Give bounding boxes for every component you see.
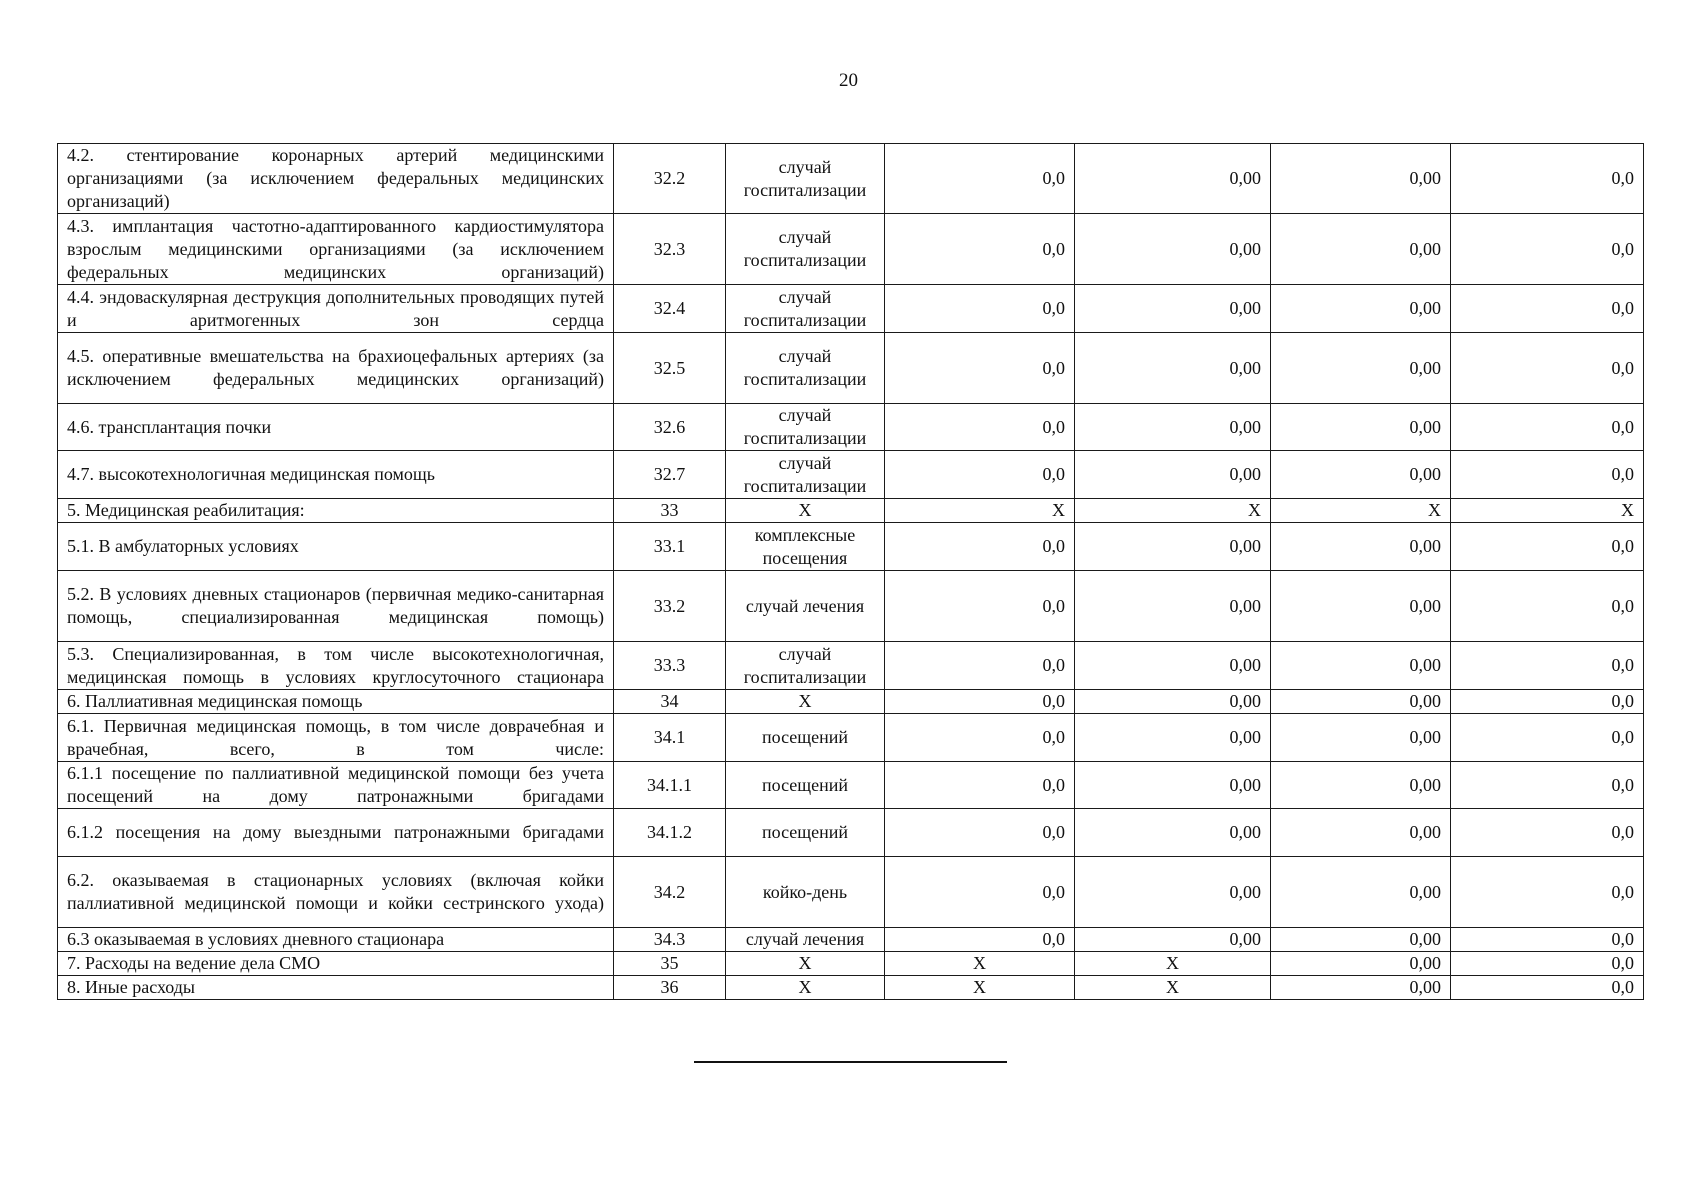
- row-unit-cell: случай лечения: [726, 571, 885, 642]
- row-name-cell: 4.6. трансплантация почки: [58, 404, 614, 451]
- row-value-cell-2: 0,00: [1075, 285, 1271, 333]
- row-value-cell-1: 0,0: [885, 285, 1075, 333]
- page-number: 20: [839, 70, 858, 91]
- row-unit-cell: случай госпитализации: [726, 451, 885, 499]
- row-code-cell: 35: [614, 952, 726, 976]
- row-name-cell: 6.1. Первичная медицинская помощь, в том числе доврачебная и врачебная, всего, в том числе:: [58, 714, 614, 762]
- row-name-cell: 6. Паллиативная медицинская помощь: [58, 690, 614, 714]
- row-unit-cell: случай госпитализации: [726, 404, 885, 451]
- row-value-cell-3: 0,00: [1271, 857, 1451, 928]
- row-value-cell-1: Х: [885, 952, 1075, 976]
- row-value-cell-2: 0,00: [1075, 571, 1271, 642]
- row-value-cell-3: 0,00: [1271, 976, 1451, 1000]
- row-code-cell: 34.2: [614, 857, 726, 928]
- row-value-cell-3: 0,00: [1271, 642, 1451, 690]
- row-value-cell-3: 0,00: [1271, 144, 1451, 214]
- row-value-cell-2: Х: [1075, 499, 1271, 523]
- row-value-cell-2: 0,00: [1075, 214, 1271, 285]
- row-unit-cell: посещений: [726, 714, 885, 762]
- table-row: [58, 690, 1644, 714]
- row-name-cell: 4.5. оперативные вмешательства на брахиоцефальных артериях (за исключением федеральных медицинских организаций): [58, 333, 614, 404]
- row-value-cell-1: 0,0: [885, 857, 1075, 928]
- row-code-cell: 32.2: [614, 144, 726, 214]
- row-value-cell-4: Х: [1451, 499, 1644, 523]
- row-name-cell: 6.1.2 посещения на дому выездными патронажными бригадами: [58, 809, 614, 857]
- table-row: [58, 762, 1644, 809]
- row-code-cell: 32.3: [614, 214, 726, 285]
- table-row: [58, 333, 1644, 404]
- row-value-cell-4: 0,0: [1451, 285, 1644, 333]
- row-unit-cell: случай госпитализации: [726, 642, 885, 690]
- row-name-cell: 6.3 оказываемая в условиях дневного стационара: [58, 928, 614, 952]
- row-value-cell-4: 0,0: [1451, 404, 1644, 451]
- table-row: [58, 952, 1644, 976]
- row-value-cell-4: 0,0: [1451, 952, 1644, 976]
- table-row: [58, 714, 1644, 762]
- row-value-cell-3: 0,00: [1271, 285, 1451, 333]
- row-name-cell: 5.1. В амбулаторных условиях: [58, 523, 614, 571]
- row-value-cell-3: 0,00: [1271, 451, 1451, 499]
- row-value-cell-1: 0,0: [885, 571, 1075, 642]
- row-name-cell: 4.4. эндоваскулярная деструкция дополнительных проводящих путей и аритмогенных зон сердца: [58, 285, 614, 333]
- row-value-cell-2: 0,00: [1075, 690, 1271, 714]
- row-value-cell-2: Х: [1075, 952, 1271, 976]
- row-name-cell: 6.2. оказываемая в стационарных условиях (включая койки паллиативной медицинской помощи и койки сестринского ухода): [58, 857, 614, 928]
- row-value-cell-4: 0,0: [1451, 571, 1644, 642]
- row-value-cell-2: 0,00: [1075, 928, 1271, 952]
- row-code-cell: 33.1: [614, 523, 726, 571]
- row-value-cell-2: 0,00: [1075, 523, 1271, 571]
- row-code-cell: 34: [614, 690, 726, 714]
- row-value-cell-1: 0,0: [885, 214, 1075, 285]
- row-value-cell-2: 0,00: [1075, 404, 1271, 451]
- expenses-table: [57, 143, 1644, 1000]
- row-value-cell-1: 0,0: [885, 714, 1075, 762]
- row-name-cell: 6.1.1 посещение по паллиативной медицинской помощи без учета посещений на дому патронажными бригадами: [58, 762, 614, 809]
- row-value-cell-3: 0,00: [1271, 928, 1451, 952]
- row-value-cell-2: 0,00: [1075, 809, 1271, 857]
- row-code-cell: 32.7: [614, 451, 726, 499]
- row-value-cell-2: 0,00: [1075, 642, 1271, 690]
- row-value-cell-2: Х: [1075, 976, 1271, 1000]
- row-value-cell-4: 0,0: [1451, 928, 1644, 952]
- row-value-cell-3: 0,00: [1271, 762, 1451, 809]
- row-name-cell: 5. Медицинская реабилитация:: [58, 499, 614, 523]
- row-code-cell: 34.1: [614, 714, 726, 762]
- row-code-cell: 34.3: [614, 928, 726, 952]
- table-row: [58, 404, 1644, 451]
- row-code-cell: 36: [614, 976, 726, 1000]
- row-value-cell-2: 0,00: [1075, 714, 1271, 762]
- table-row: [58, 857, 1644, 928]
- row-value-cell-4: 0,0: [1451, 523, 1644, 571]
- row-unit-cell: посещений: [726, 809, 885, 857]
- table-row: [58, 214, 1644, 285]
- row-value-cell-1: Х: [885, 976, 1075, 1000]
- row-code-cell: 34.1.2: [614, 809, 726, 857]
- row-code-cell: 34.1.1: [614, 762, 726, 809]
- row-value-cell-2: 0,00: [1075, 144, 1271, 214]
- row-code-cell: 32.5: [614, 333, 726, 404]
- row-value-cell-1: 0,0: [885, 642, 1075, 690]
- row-code-cell: 32.4: [614, 285, 726, 333]
- row-value-cell-1: 0,0: [885, 809, 1075, 857]
- row-value-cell-3: 0,00: [1271, 952, 1451, 976]
- row-value-cell-4: 0,0: [1451, 976, 1644, 1000]
- row-value-cell-4: 0,0: [1451, 857, 1644, 928]
- row-value-cell-4: 0,0: [1451, 333, 1644, 404]
- row-unit-cell: случай лечения: [726, 928, 885, 952]
- row-unit-cell: Х: [726, 499, 885, 523]
- row-value-cell-4: 0,0: [1451, 144, 1644, 214]
- footer-divider: [694, 1061, 1007, 1063]
- row-value-cell-4: 0,0: [1451, 451, 1644, 499]
- row-code-cell: 33.2: [614, 571, 726, 642]
- table-row: [58, 571, 1644, 642]
- row-value-cell-1: 0,0: [885, 144, 1075, 214]
- row-unit-cell: койко-день: [726, 857, 885, 928]
- row-value-cell-3: 0,00: [1271, 809, 1451, 857]
- row-value-cell-4: 0,0: [1451, 809, 1644, 857]
- row-value-cell-3: 0,00: [1271, 523, 1451, 571]
- row-unit-cell: Х: [726, 690, 885, 714]
- row-value-cell-3: 0,00: [1271, 690, 1451, 714]
- row-unit-cell: комплексные посещения: [726, 523, 885, 571]
- row-unit-cell: Х: [726, 976, 885, 1000]
- table-row: [58, 976, 1644, 1000]
- row-name-cell: 4.7. высокотехнологичная медицинская помощь: [58, 451, 614, 499]
- row-code-cell: 33.3: [614, 642, 726, 690]
- table-row: [58, 928, 1644, 952]
- row-value-cell-1: 0,0: [885, 333, 1075, 404]
- row-name-cell: 8. Иные расходы: [58, 976, 614, 1000]
- row-unit-cell: посещений: [726, 762, 885, 809]
- row-code-cell: 32.6: [614, 404, 726, 451]
- table-body: [58, 144, 1644, 1000]
- row-code-cell: 33: [614, 499, 726, 523]
- row-value-cell-1: 0,0: [885, 451, 1075, 499]
- row-value-cell-3: 0,00: [1271, 214, 1451, 285]
- row-value-cell-1: 0,0: [885, 762, 1075, 809]
- row-value-cell-3: 0,00: [1271, 333, 1451, 404]
- table-row: [58, 523, 1644, 571]
- table-row: [58, 144, 1644, 214]
- row-unit-cell: случай госпитализации: [726, 214, 885, 285]
- row-unit-cell: случай госпитализации: [726, 285, 885, 333]
- row-value-cell-1: Х: [885, 499, 1075, 523]
- table-row: [58, 642, 1644, 690]
- row-value-cell-4: 0,0: [1451, 762, 1644, 809]
- row-value-cell-1: 0,0: [885, 404, 1075, 451]
- row-value-cell-4: 0,0: [1451, 642, 1644, 690]
- row-value-cell-4: 0,0: [1451, 214, 1644, 285]
- row-value-cell-3: 0,00: [1271, 571, 1451, 642]
- row-value-cell-2: 0,00: [1075, 762, 1271, 809]
- table-row: [58, 285, 1644, 333]
- row-value-cell-3: 0,00: [1271, 404, 1451, 451]
- row-value-cell-4: 0,0: [1451, 714, 1644, 762]
- row-unit-cell: случай госпитализации: [726, 144, 885, 214]
- row-unit-cell: Х: [726, 952, 885, 976]
- row-value-cell-2: 0,00: [1075, 451, 1271, 499]
- row-value-cell-2: 0,00: [1075, 857, 1271, 928]
- row-unit-cell: случай госпитализации: [726, 333, 885, 404]
- table-row: [58, 451, 1644, 499]
- row-name-cell: 7. Расходы на ведение дела СМО: [58, 952, 614, 976]
- row-value-cell-3: Х: [1271, 499, 1451, 523]
- row-value-cell-1: 0,0: [885, 928, 1075, 952]
- row-value-cell-1: 0,0: [885, 523, 1075, 571]
- row-value-cell-4: 0,0: [1451, 690, 1644, 714]
- row-value-cell-2: 0,00: [1075, 333, 1271, 404]
- table-row: [58, 499, 1644, 523]
- table-row: [58, 809, 1644, 857]
- row-name-cell: 5.2. В условиях дневных стационаров (первичная медико-санитарная помощь, специализированная медицинская помощь): [58, 571, 614, 642]
- row-name-cell: 4.3. имплантация частотно-адаптированного кардиостимулятора взрослым медицинскими организациями (за исключением федеральных медицинских организаций): [58, 214, 614, 285]
- row-name-cell: 4.2. стентирование коронарных артерий медицинскими организациями (за исключением федеральных медицинских организаций): [58, 144, 614, 214]
- row-name-cell: 5.3. Специализированная, в том числе высокотехнологичная, медицинская помощь в условиях круглосуточного стационара: [58, 642, 614, 690]
- row-value-cell-1: 0,0: [885, 690, 1075, 714]
- row-value-cell-3: 0,00: [1271, 714, 1451, 762]
